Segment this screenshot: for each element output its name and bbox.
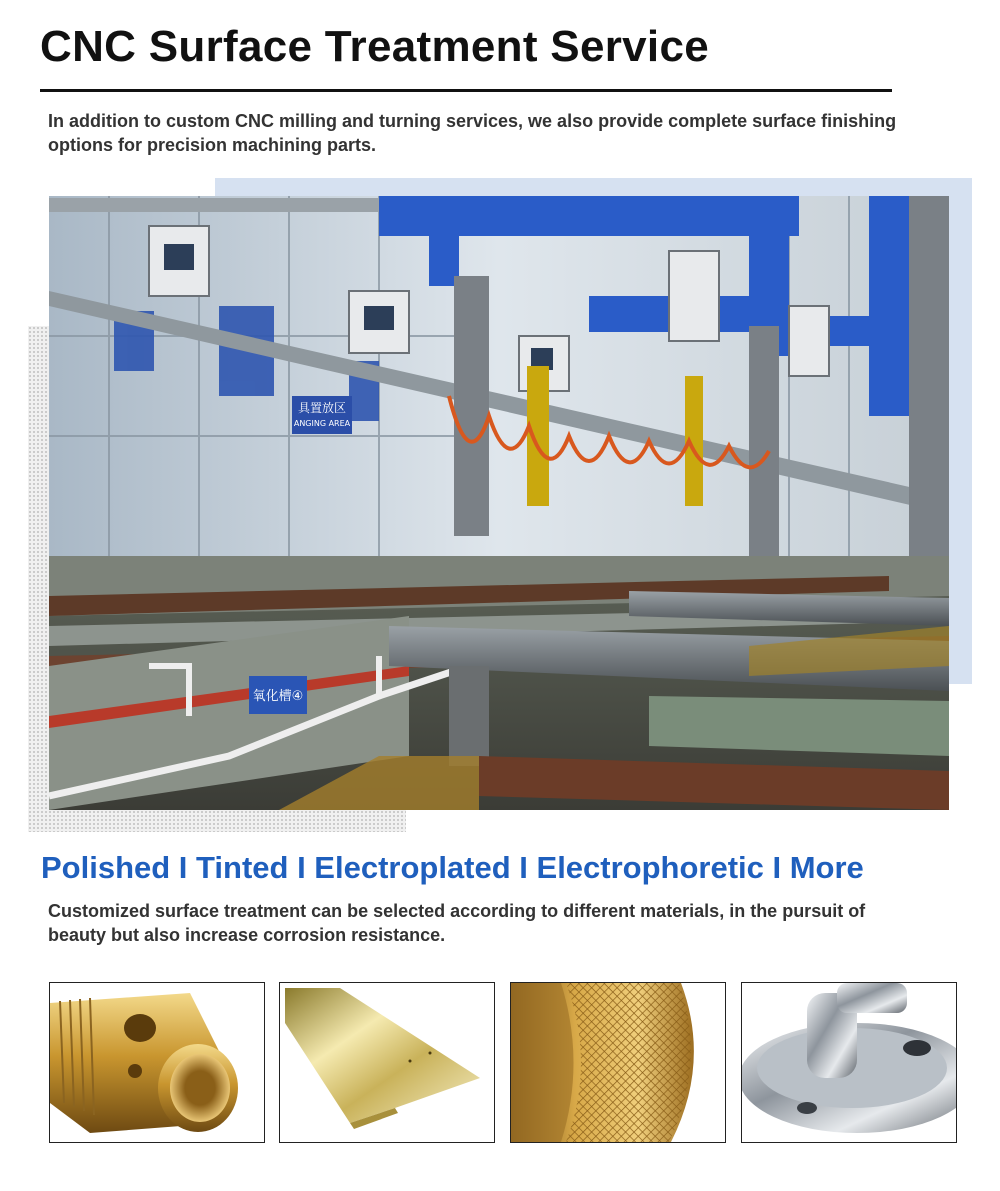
hero-sign-hanging-area-sub: ANGING AREA <box>293 419 351 428</box>
hero-sign-oxidation-tank: 氧化槽④ <box>252 689 304 704</box>
gold-plated-sheet-image <box>279 982 495 1143</box>
title-underline <box>40 89 892 92</box>
intro-text: In addition to custom CNC milling and turning services, we also provide complete surface finishing options for precision machining parts. <box>48 111 897 155</box>
finish-description: Customized surface treatment can be selected according to different materials, in the pursuit of beauty but also increase corrosion resistance. <box>48 901 866 945</box>
knurled-brass-knob-image <box>510 982 726 1143</box>
brass-turned-part-image <box>49 982 265 1143</box>
page-title: CNC Surface Treatment Service <box>40 22 709 71</box>
factory-plating-line-photo <box>49 196 949 810</box>
chrome-flange-part-image <box>741 982 957 1143</box>
finish-types-heading: Polished I Tinted I Electroplated I Electrophoretic I More <box>41 850 864 885</box>
hero-sign-hanging-area: 具置放区 <box>297 401 347 415</box>
